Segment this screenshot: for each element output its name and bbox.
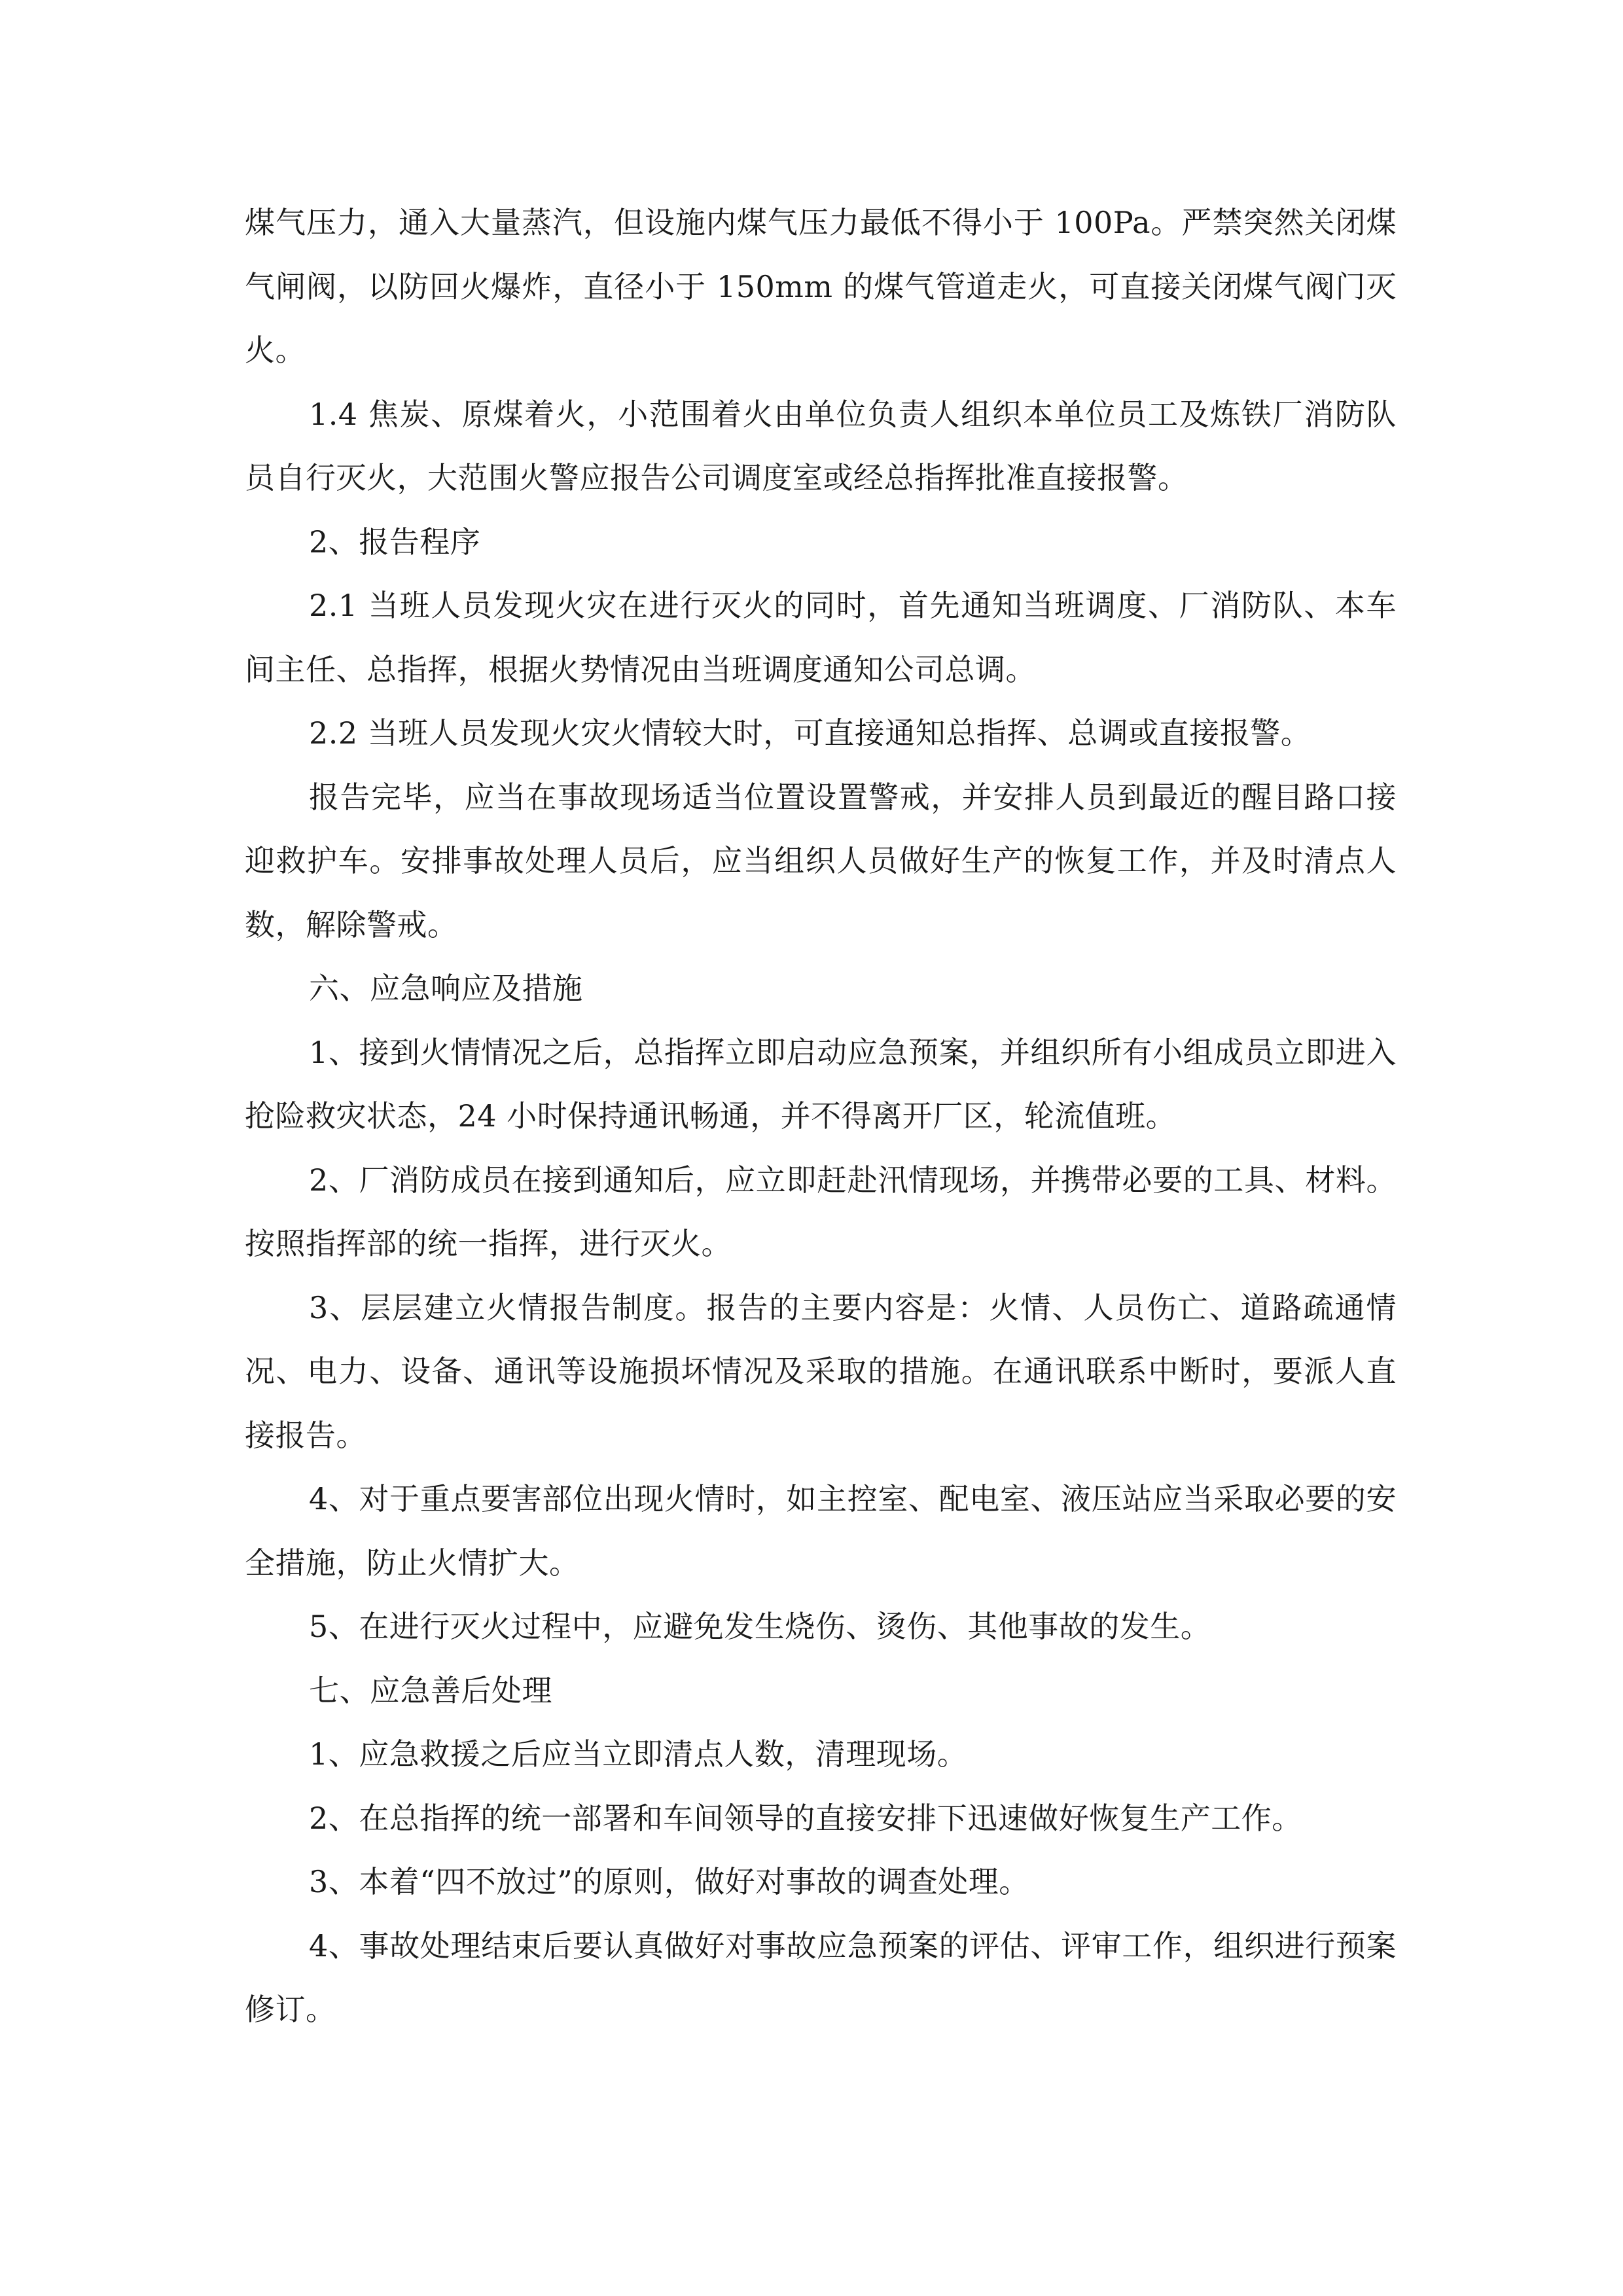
paragraph-aftermath-1: 1、应急救援之后应当立即清点人数，清理现场。 — [309, 1736, 968, 1772]
paragraph-response-4: 4、对于重点要害部位出现火情时，如主控室、配电室、液压站应当采取必要的安全措施，防止火情扩大。 — [245, 1481, 1397, 1581]
paragraph-response-2: 2、厂消防成员在接到通知后，应立即赶赴汛情现场，并携带必要的工具、材料。按照指挥部的统一指挥，进行灭火。 — [245, 1162, 1397, 1261]
paragraph-coke-fire: 1.4 焦炭、原煤着火，小范围着火由单位负责人组织本单位员工及炼铁厂消防队员自行灭火，大范围火警应报告公司调度室或经总指挥批准直接报警。 — [245, 396, 1397, 495]
heading-aftermath: 七、应急善后处理 — [309, 1672, 552, 1708]
paragraph-gas-pressure: 煤气压力，通入大量蒸汽，但设施内煤气压力最低不得小于 100Pa。严禁突然关闭煤气闸阀，以防回火爆炸，直径小于 150mm 的煤气管道走火，可直接关闭煤气阀门灭火。 — [245, 205, 1397, 368]
paragraph-aftermath-3: 3、本着“四不放过”的原则，做好对事故的调查处理。 — [309, 1864, 1029, 1899]
paragraph-response-5: 5、在进行灭火过程中，应避免发生烧伤、烫伤、其他事故的发生。 — [309, 1609, 1211, 1644]
heading-report-procedure: 2、报告程序 — [309, 524, 481, 560]
heading-emergency-response: 六、应急响应及措施 — [309, 971, 583, 1006]
document-body — [245, 191, 1397, 2042]
paragraph-report-2-1: 2.1 当班人员发现火灾在进行灭火的同时，首先通知当班调度、厂消防队、本车间主任、总指挥，根据火势情况由当班调度通知公司总调。 — [245, 588, 1397, 687]
paragraph-aftermath-2: 2、在总指挥的统一部署和车间领导的直接安排下迅速做好恢复生产工作。 — [309, 1800, 1302, 1836]
paragraph-report-2-2: 2.2 当班人员发现火灾火情较大时，可直接通知总指挥、总调或直接报警。 — [309, 715, 1311, 751]
paragraph-response-1: 1、接到火情情况之后，总指挥立即启动应急预案，并组织所有小组成员立即进入抢险救灾状态，24 小时保持通讯畅通，并不得离开厂区，轮流值班。 — [245, 1034, 1397, 1134]
paragraph-response-3: 3、层层建立火情报告制度。报告的主要内容是：火情、人员伤亡、道路疏通情况、电力、设备、通讯等设施损坏情况及采取的措施。在通讯联系中断时，要派人直接报告。 — [245, 1289, 1397, 1453]
paragraph-report-complete: 报告完毕，应当在事故现场适当位置设置警戒，并安排人员到最近的醒目路口接迎救护车。安排事故处理人员后，应当组织人员做好生产的恢复工作，并及时清点人数，解除警戒。 — [245, 779, 1397, 942]
paragraph-aftermath-4: 4、事故处理结束后要认真做好对事故应急预案的评估、评审工作，组织进行预案修订。 — [245, 1928, 1397, 2027]
